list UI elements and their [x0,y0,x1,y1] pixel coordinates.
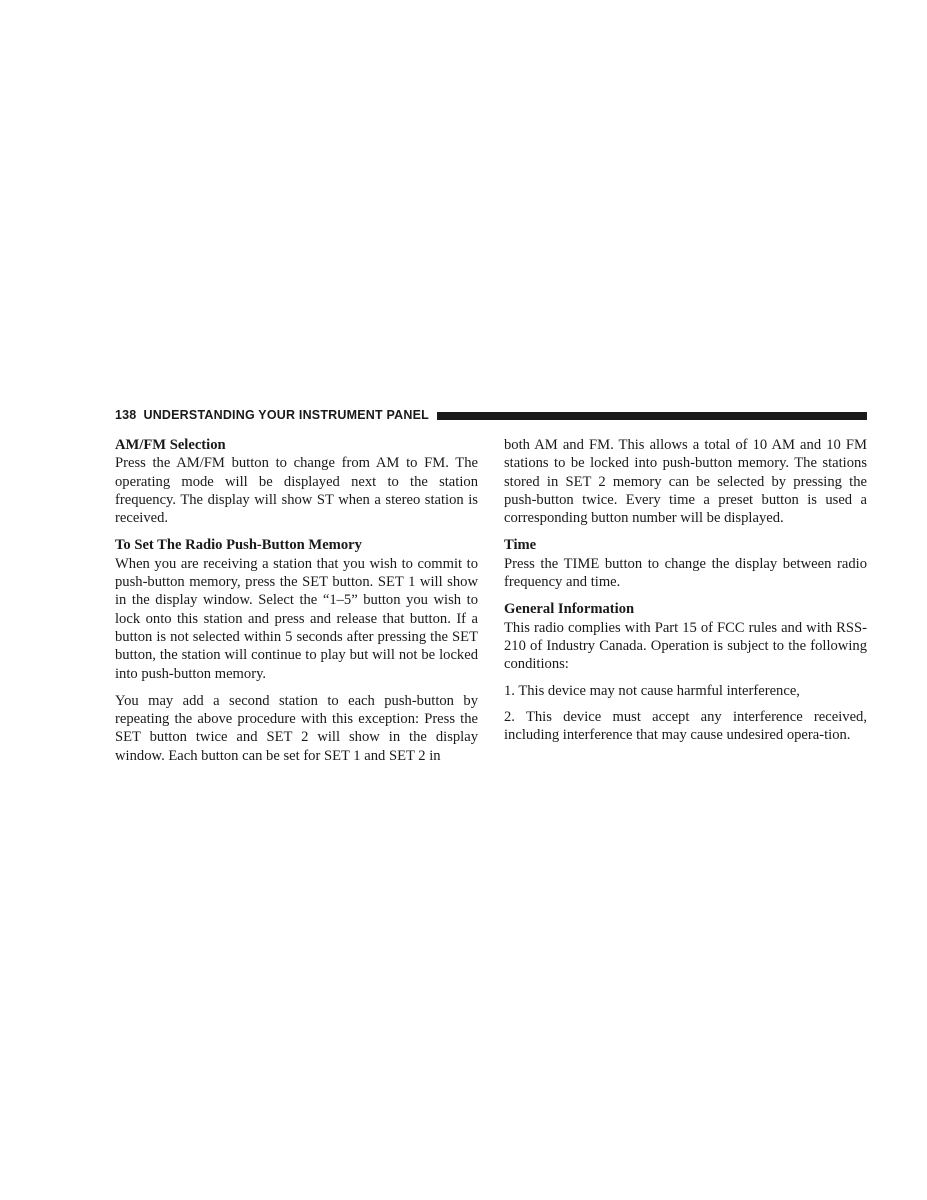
right-column [504,436,867,752]
preset-paragraph-1: When you are receiving a station that you wish to commit to push-button memory, press the SET button. SET 1 will show in the display window. Select the “1–5” button you wish to lock onto this station and press and release that button. If a button is not selected within 5 seconds after pressing the SET button, the station will continue to play but will not be locked into push-button memory. [115,555,478,682]
page-number: 138 [115,408,137,422]
amfm-paragraph: Press the AM/FM button to change from AM to FM. The operating mode will be displayed next to the station frequency. The display will show ST when a stereo station is received. [115,455,478,527]
preset-heading: To Set The Radio Push-Button Memory [115,537,362,554]
page-header [115,407,867,423]
amfm-heading: AM/FM Selection [115,437,226,453]
left-column [115,436,478,773]
section-title: UNDERSTANDING YOUR INSTRUMENT PANEL [143,408,429,422]
condition-item-1: 1. This device may not cause harmful interference, [504,682,800,699]
condition-item-2: 2. This device must accept any interference received, including interference that may cause undesired opera-tion. [504,708,867,744]
time-paragraph: Press the TIME button to change the display between radio frequency and time. [504,555,867,591]
time-heading: Time [504,537,537,554]
general-heading: General Information [504,601,635,618]
header-rule [437,412,867,420]
preset-paragraph-2: You may add a second station to each push-button by repeating the above procedure with this exception: Press the SET button twice and SET 2 will show in the display window. Each button can be set for SET 1 and SET 2 in [115,692,478,764]
general-paragraph: This radio complies with Part 15 of FCC rules and with RSS-210 of Industry Canada. Operation is subject to the following conditions: [504,619,867,673]
preset-continuation: both AM and FM. This allows a total of 10 AM and 10 FM stations to be locked into push-button memory. The stations stored in SET 2 memory can be selected by pressing the push-button twice. Every time a preset button is used a corresponding button number will be displayed. [504,437,867,527]
